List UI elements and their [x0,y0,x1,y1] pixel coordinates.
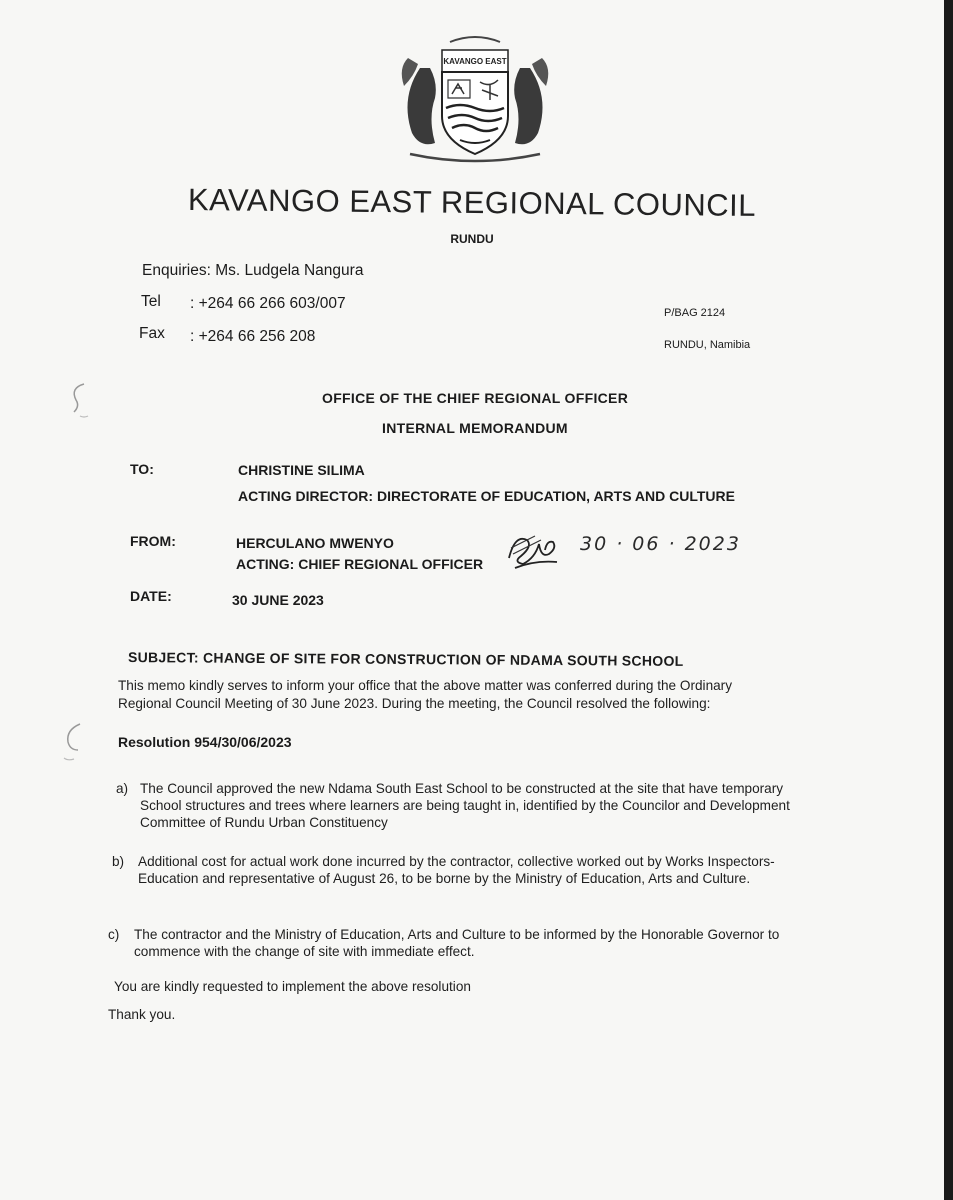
resolution-item-b: Additional cost for actual work done incurred by the contractor, collective worked out by Works Inspectors- Education and representative of August 26, to be borne by the Ministry of Education, Arts and Culture. [138,854,775,886]
coat-of-arms-crest [390,28,560,168]
from-label: FROM: [130,533,176,549]
punch-hole-mark [56,720,84,762]
memo-type-heading: INTERNAL MEMORANDUM [382,420,568,436]
date-value: 30 JUNE 2023 [232,592,324,608]
item-marker-a: a) [116,781,129,796]
handwritten-signature [505,528,565,573]
resolution-item-a: The Council approved the new Ndama South East School to be constructed at the site that have temporary School structures and trees where learners are being taught in, identified by the Councilor and Development Committee of Rundu Urban Constituency [140,781,790,830]
tel-value: : +264 66 266 603/007 [190,295,346,312]
from-title: ACTING: CHIEF REGIONAL OFFICER [236,556,484,572]
svg-text:KAVANGO EAST: KAVANGO EAST [443,57,507,66]
date-label: DATE: [130,588,172,604]
postal-address: RUNDU, Namibia [664,339,751,351]
item-marker-c: c) [108,927,120,942]
enquiries-line: Enquiries: Ms. Ludgela Nangura [142,262,364,279]
intro-line-1: This memo kindly serves to inform your office that the above matter was conferred during the Ordinary [118,678,733,693]
intro-line-2: Regional Council Meeting of 30 June 2023. During the meeting, the Council resolved the following: [118,696,711,711]
organization-title: KAVANGO EAST REGIONAL COUNCIL [187,182,757,223]
punch-hole-mark [62,378,90,420]
closing-line: Thank you. [108,1007,176,1022]
fax-value: : +264 66 256 208 [190,328,316,345]
to-title: ACTING DIRECTOR: DIRECTORATE OF EDUCATION, ARTS AND CULTURE [238,488,735,504]
to-label: TO: [130,461,154,477]
resolution-item-c: The contractor and the Ministry of Education, Arts and Culture to be informed by the Honorable Governor to commence with the change of site with immediate effect. [134,927,780,959]
to-name: CHRISTINE SILIMA [238,462,365,478]
po-box: P/BAG 2124 [664,307,726,319]
from-name: HERCULANO MWENYO [236,535,394,551]
office-heading: OFFICE OF THE CHIEF REGIONAL OFFICER [322,390,629,406]
request-line: You are kindly requested to implement the above resolution [114,979,471,994]
item-marker-b: b) [112,854,125,869]
tel-label: Tel [141,293,161,310]
city-subtitle: RUNDU [450,232,494,246]
resolution-number: Resolution 954/30/06/2023 [118,734,292,750]
fax-label: Fax [139,325,165,342]
handwritten-date: 30 · 06 · 2023 [580,533,741,555]
subject-line: SUBJECT: CHANGE OF SITE FOR CONSTRUCTION OF NDAMA SOUTH SCHOOL [127,649,684,669]
